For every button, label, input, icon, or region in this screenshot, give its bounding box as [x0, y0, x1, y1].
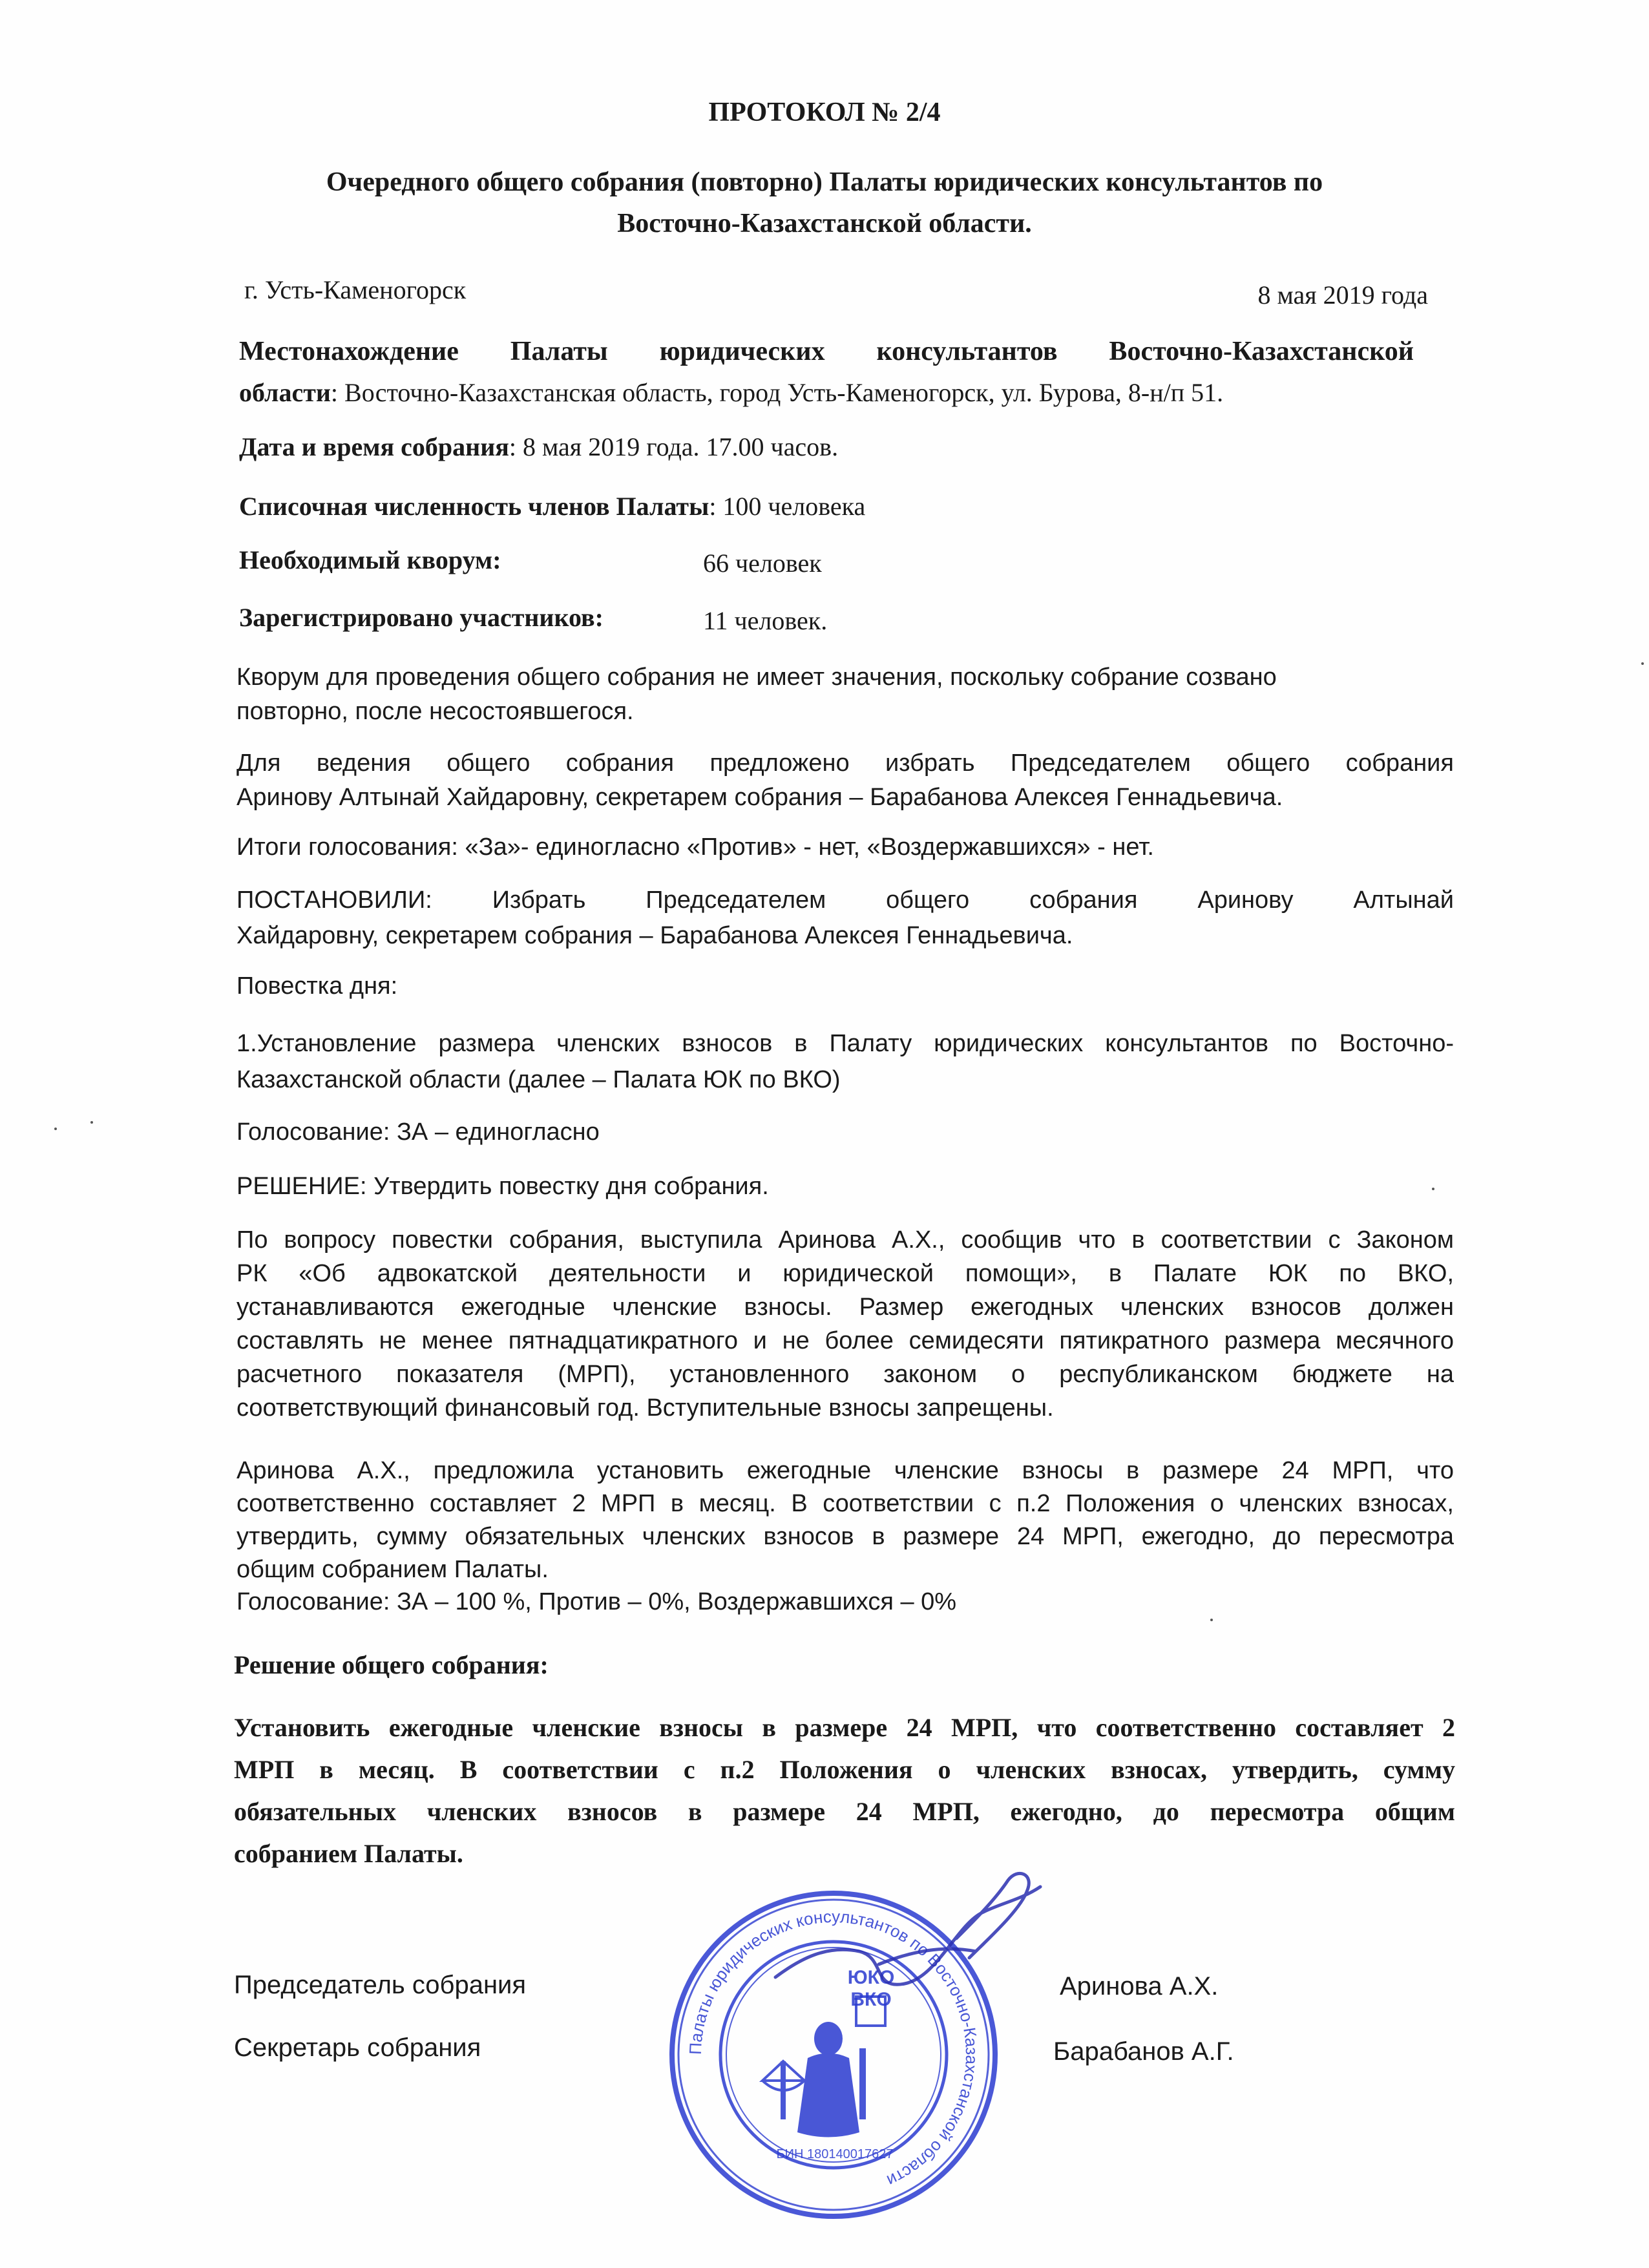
- stamp-outer-text: Палаты юридических консультантов по Восточно-Казахстанской области: [685, 1906, 982, 2191]
- stamp-bin: БИН 180140017627: [776, 2147, 894, 2161]
- stamp-center-text-2: ВКО: [850, 1989, 892, 2010]
- quorum-label: Необходимый кворум:: [239, 545, 501, 574]
- registered-value: 11 человек.: [703, 606, 828, 635]
- member-count-label: Списочная численность членов Палаты: [239, 492, 709, 521]
- chair-role: Председатель собрания: [234, 1971, 527, 1999]
- scan-speck: [1432, 1188, 1434, 1190]
- resolved-line-1: ПОСТАНОВИЛИ: Избрать Председателем общего собрания Аринову Алтынай: [236, 887, 1454, 914]
- speech-line-3: устанавливаются ежегодные членские взносы. Размер ежегодных членских взносов должен: [236, 1294, 1454, 1321]
- speech-line-4: составлять не менее пятнадцатикратного и не более семидесяти пятикратного размера месячного: [236, 1327, 1454, 1354]
- final-decision-line-1: Установить ежегодные членские взносы в размере 24 МРП, что соответственно составляет 2: [234, 1713, 1455, 1742]
- vote-2: Голосование: ЗА – единогласно: [236, 1118, 600, 1146]
- location-line-2: [239, 377, 1223, 408]
- speech-line-1: По вопросу повестки собрания, выступила Аринова А.Х., сообщив что в соответствии с Законом: [236, 1226, 1454, 1254]
- proposal2-line-3: утвердить, сумму обязательных членских взносов в размере 24 МРП, ежегодно, до пересмотра: [236, 1523, 1454, 1550]
- signature-icon: [762, 1861, 1060, 2029]
- secretary-role: Секретарь собрания: [234, 2033, 481, 2062]
- meeting-time-value: : 8 мая 2019 года. 17.00 часов.: [509, 432, 839, 461]
- agenda-item-line-1: 1.Установление размера членских взносов в Палату юридических консультантов по Восточно-: [236, 1030, 1454, 1057]
- location-label-line-1: Местонахождение Палаты юридических консультантов Восточно-Казахстанской: [239, 337, 1414, 366]
- stamp-center-text-1: ЮКО: [847, 1967, 895, 1988]
- agenda-label: Повестка дня:: [236, 972, 398, 1000]
- proposal2-line-2: соответственно составляет 2 МРП в месяц. В соответствии с п.2 Положения о членских взносах,: [236, 1490, 1454, 1517]
- final-decision-label: Решение общего собрания:: [234, 1650, 549, 1679]
- proposal-line-1: Для ведения общего собрания предложено избрать Председателем общего собрания: [236, 750, 1454, 777]
- city: г. Усть-Каменогорск: [244, 275, 467, 304]
- scan-speck: [1210, 1619, 1213, 1621]
- vote-1: Итоги голосования: «За»- единогласно «Против» - нет, «Воздержавшихся» - нет.: [236, 834, 1154, 861]
- chair-name: Аринова А.Х.: [1060, 1972, 1219, 2000]
- vote-3: Голосование: ЗА – 100 %, Против – 0%, Воздержавшихся – 0%: [236, 1588, 957, 1615]
- registered-label: Зарегистрировано участников:: [239, 603, 604, 632]
- meeting-time-label: Дата и время собрания: [239, 432, 509, 461]
- quorum-value: 66 человек: [703, 549, 822, 578]
- speech-line-6: соответствующий финансовый год. Вступительные взносы запрещены.: [236, 1394, 1054, 1422]
- scan-speck: [90, 1121, 93, 1124]
- location-value: : Восточно-Казахстанская область, город Усть-Каменогорск, ул. Бурова, 8-н/п 51.: [330, 378, 1224, 407]
- document-title: ПРОТОКОЛ № 2/4: [708, 98, 941, 127]
- agenda-item-line-2: Казахстанской области (далее – Палата ЮК по ВКО): [236, 1066, 841, 1093]
- member-count: [239, 491, 865, 521]
- proposal-line-2: Аринову Алтынай Хайдаровну, секретарем собрания – Барабанова Алексея Геннадьевича.: [236, 784, 1283, 811]
- proposal2-line-4: общим собранием Палаты.: [236, 1556, 549, 1583]
- quorum-note-line-1: Кворум для проведения общего собрания не имеет значения, поскольку собрание созвано: [236, 664, 1277, 691]
- scan-speck: [54, 1128, 57, 1130]
- final-decision-line-4: собранием Палаты.: [234, 1839, 463, 1868]
- document-subtitle-line-2: Восточно-Казахстанской области.: [617, 209, 1032, 238]
- decision-agenda: РЕШЕНИЕ: Утвердить повестку дня собрания.: [236, 1173, 769, 1200]
- scan-speck: [1641, 662, 1644, 665]
- member-count-value: : 100 человека: [709, 492, 866, 521]
- resolved-line-2: Хайдаровну, секретарем собрания – Барабанова Алексея Геннадьевича.: [236, 922, 1073, 949]
- document-subtitle-line-1: Очередного общего собрания (повторно) Палаты юридических консультантов по: [326, 167, 1323, 197]
- speech-line-5: расчетного показателя (МРП), установленного законом о республиканском бюджете на: [236, 1361, 1454, 1388]
- proposal2-line-1: Аринова А.Х., предложила установить ежегодные членские взносы в размере 24 МРП, что: [236, 1457, 1454, 1484]
- location-label-line-2: области: [239, 378, 331, 407]
- meeting-time: [239, 432, 838, 462]
- date: 8 мая 2019 года: [1257, 280, 1428, 310]
- secretary-name: Барабанов А.Г.: [1053, 2037, 1234, 2066]
- quorum-note-line-2: повторно, после несостоявшегося.: [236, 698, 634, 725]
- final-decision-line-2: МРП в месяц. В соответствии с п.2 Положения о членских взносах, утвердить, сумму: [234, 1755, 1455, 1784]
- speech-line-2: РК «Об адвокатской деятельности и юридической помощи», в Палате ЮК по ВКО,: [236, 1260, 1454, 1287]
- final-decision-line-3: обязательных членских взносов в размере 24 МРП, ежегодно, до пересмотра общим: [234, 1797, 1455, 1826]
